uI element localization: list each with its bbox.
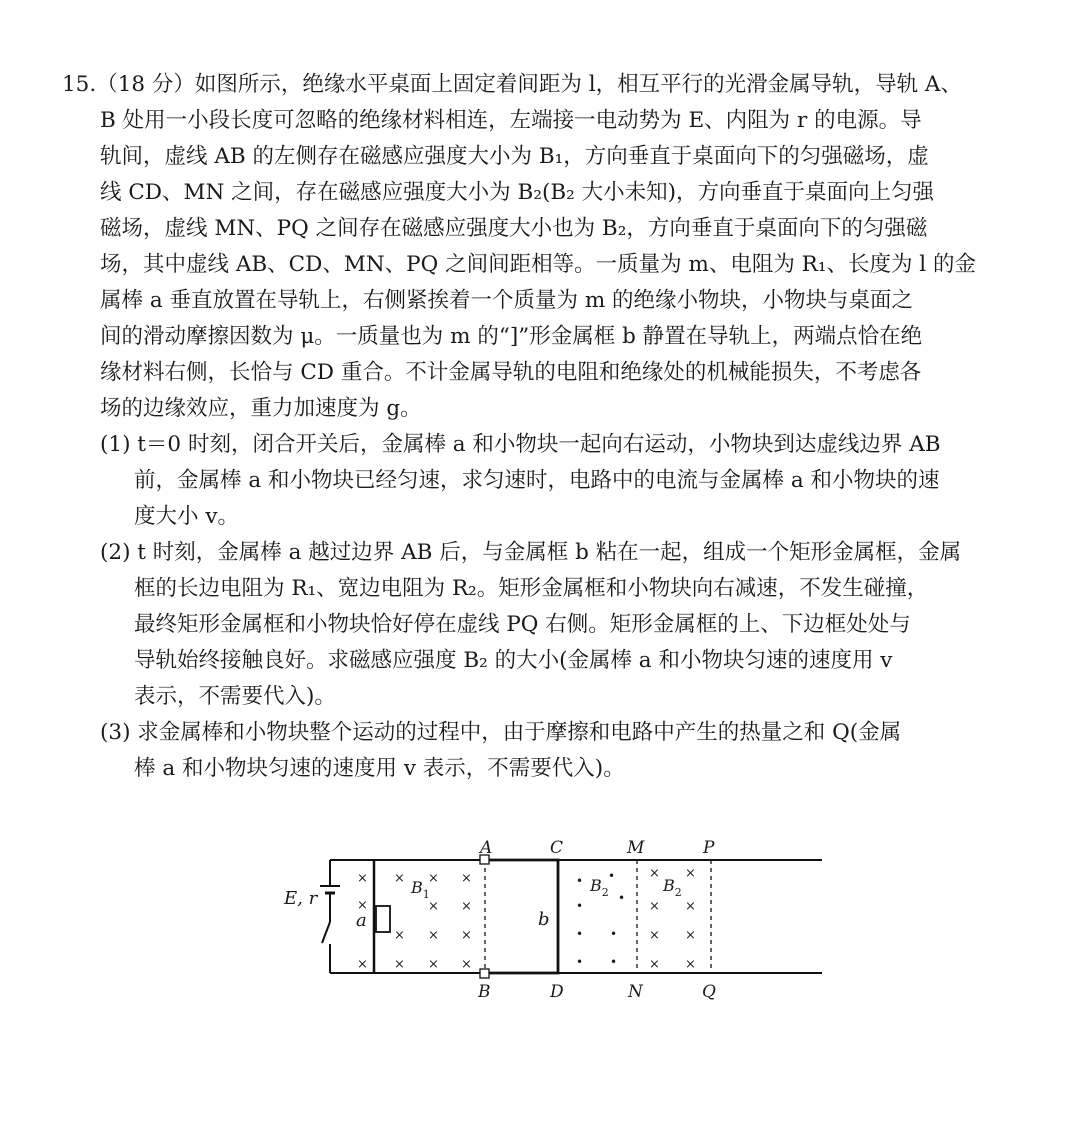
cross-mark: × [394, 957, 405, 972]
b2-up-label: $B_2$ [590, 876, 609, 899]
point-m-label: M [627, 838, 645, 858]
cross-mark: × [428, 928, 439, 943]
problem-line: 线 CD、MN 之间，存在磁感应强度大小为 B₂(B₂ 大小未知)，方向垂直于桌面向上匀强 [100, 180, 934, 205]
dot-mark: • [576, 955, 584, 969]
problem-line: 间的滑动摩擦因数为 μ。一质量也为 m 的“]”形金属框 b 静置在导轨上，两端点恰在绝 [100, 324, 923, 349]
insulating-block [376, 906, 390, 932]
problem-line: 场的边缘效应，重力加速度为 g。 [100, 396, 422, 421]
question-2-line: 导轨始终接触良好。求磁感应强度 B₂ 的大小(金属棒 a 和小物块匀速的速度用 v [134, 648, 893, 673]
question-2-line: (2) t 时刻，金属棒 a 越过边界 AB 后，与金属框 b 粘在一起，组成一个矩形金属框，金属 [100, 540, 962, 565]
cross-mark: × [357, 898, 368, 913]
question-1-line: 度大小 v。 [134, 504, 239, 529]
problem-line: 缘材料右侧，长恰与 CD 重合。不计金属导轨的电阻和绝缘处的机械能损失，不考虑各 [100, 360, 922, 385]
cross-mark: × [685, 899, 696, 914]
problem-line: 场，其中虚线 AB、CD、MN、PQ 之间间距相等。一质量为 m、电阻为 R₁、长度为 l 的金 [100, 252, 977, 277]
switch [322, 922, 330, 973]
cross-mark: × [357, 957, 368, 972]
question-2-line: 表示，不需要代入)。 [134, 684, 336, 709]
source-label: E, r [284, 888, 318, 909]
problem-line: 轨间，虚线 AB 的左侧存在磁感应强度大小为 B₁，方向垂直于桌面向下的匀强磁场，虚 [100, 144, 929, 169]
cross-mark: × [461, 928, 472, 943]
point-q-label: Q [702, 982, 716, 1002]
b1-label: $B_1$ [411, 878, 430, 901]
dot-mark: • [610, 927, 618, 941]
problem-line: 属棒 a 垂直放置在导轨上，右侧紧挨着一个质量为 m 的绝缘小物块，小物块与桌面之 [100, 288, 914, 313]
cross-mark: × [357, 871, 368, 886]
cross-mark: × [461, 871, 472, 886]
point-p-label: P [703, 838, 715, 858]
cross-mark: × [461, 899, 472, 914]
point-b-label: B [478, 982, 491, 1002]
cross-mark: × [649, 928, 660, 943]
cross-mark: × [394, 928, 405, 943]
cross-mark: × [649, 957, 660, 972]
dot-mark: • [576, 899, 584, 913]
dot-mark: • [608, 869, 616, 883]
frame-b-label: b [538, 909, 550, 930]
question-1-line: (1) t＝0 时刻，闭合开关后，金属棒 a 和小物块一起向右运动，小物块到达虚线边界 AB [100, 432, 941, 457]
cross-mark: × [428, 957, 439, 972]
cross-mark: × [649, 899, 660, 914]
cross-mark: × [394, 871, 405, 886]
cross-mark: × [428, 899, 439, 914]
question-2-line: 最终矩形金属框和小物块恰好停在虚线 PQ 右侧。矩形金属框的上、下边框处处与 [134, 612, 911, 637]
insulator-b [480, 969, 489, 978]
power-source [320, 860, 340, 922]
dot-mark: • [576, 874, 584, 888]
problem-line: 磁场，虚线 MN、PQ 之间存在磁感应强度大小也为 B₂，方向垂直于桌面向下的匀强磁 [100, 216, 928, 241]
cross-mark: × [649, 866, 660, 881]
point-n-label: N [628, 982, 643, 1002]
cross-mark: × [685, 928, 696, 943]
point-c-label: C [550, 838, 564, 858]
question-2-line: 框的长边电阻为 R₁、宽边电阻为 R₂。矩形金属框和小物块向右减速，不发生碰撞， [134, 576, 929, 601]
question-3-line: (3) 求金属棒和小物块整个运动的过程中，由于摩擦和电路中产生的热量之和 Q(金属 [100, 720, 902, 745]
rod-a-label: a [356, 910, 367, 931]
cross-mark: × [685, 866, 696, 881]
point-d-label: D [550, 982, 564, 1002]
question-1-line: 前，金属棒 a 和小物块已经匀速，求匀速时，电路中的电流与金属棒 a 和小物块的速 [134, 468, 940, 493]
point-a-label: A [480, 838, 493, 858]
b2-down-label: $B_2$ [663, 876, 682, 899]
cross-mark: × [685, 957, 696, 972]
dot-mark: • [576, 927, 584, 941]
question-3-line: 棒 a 和小物块匀速的速度用 v 表示，不需要代入)。 [134, 756, 625, 781]
cross-mark: × [461, 957, 472, 972]
dot-mark: • [618, 891, 626, 905]
dot-mark: • [610, 955, 618, 969]
problem-line: B 处用一小段长度可忽略的绝缘材料相连，左端接一电动势为 E、内阻为 r 的电源。导 [100, 108, 922, 133]
cross-mark: × [428, 871, 439, 886]
problem-line: 15.（18 分）如图所示，绝缘水平桌面上固定着间距为 l，相互平行的光滑金属导轨，导轨 A、 [62, 72, 962, 97]
